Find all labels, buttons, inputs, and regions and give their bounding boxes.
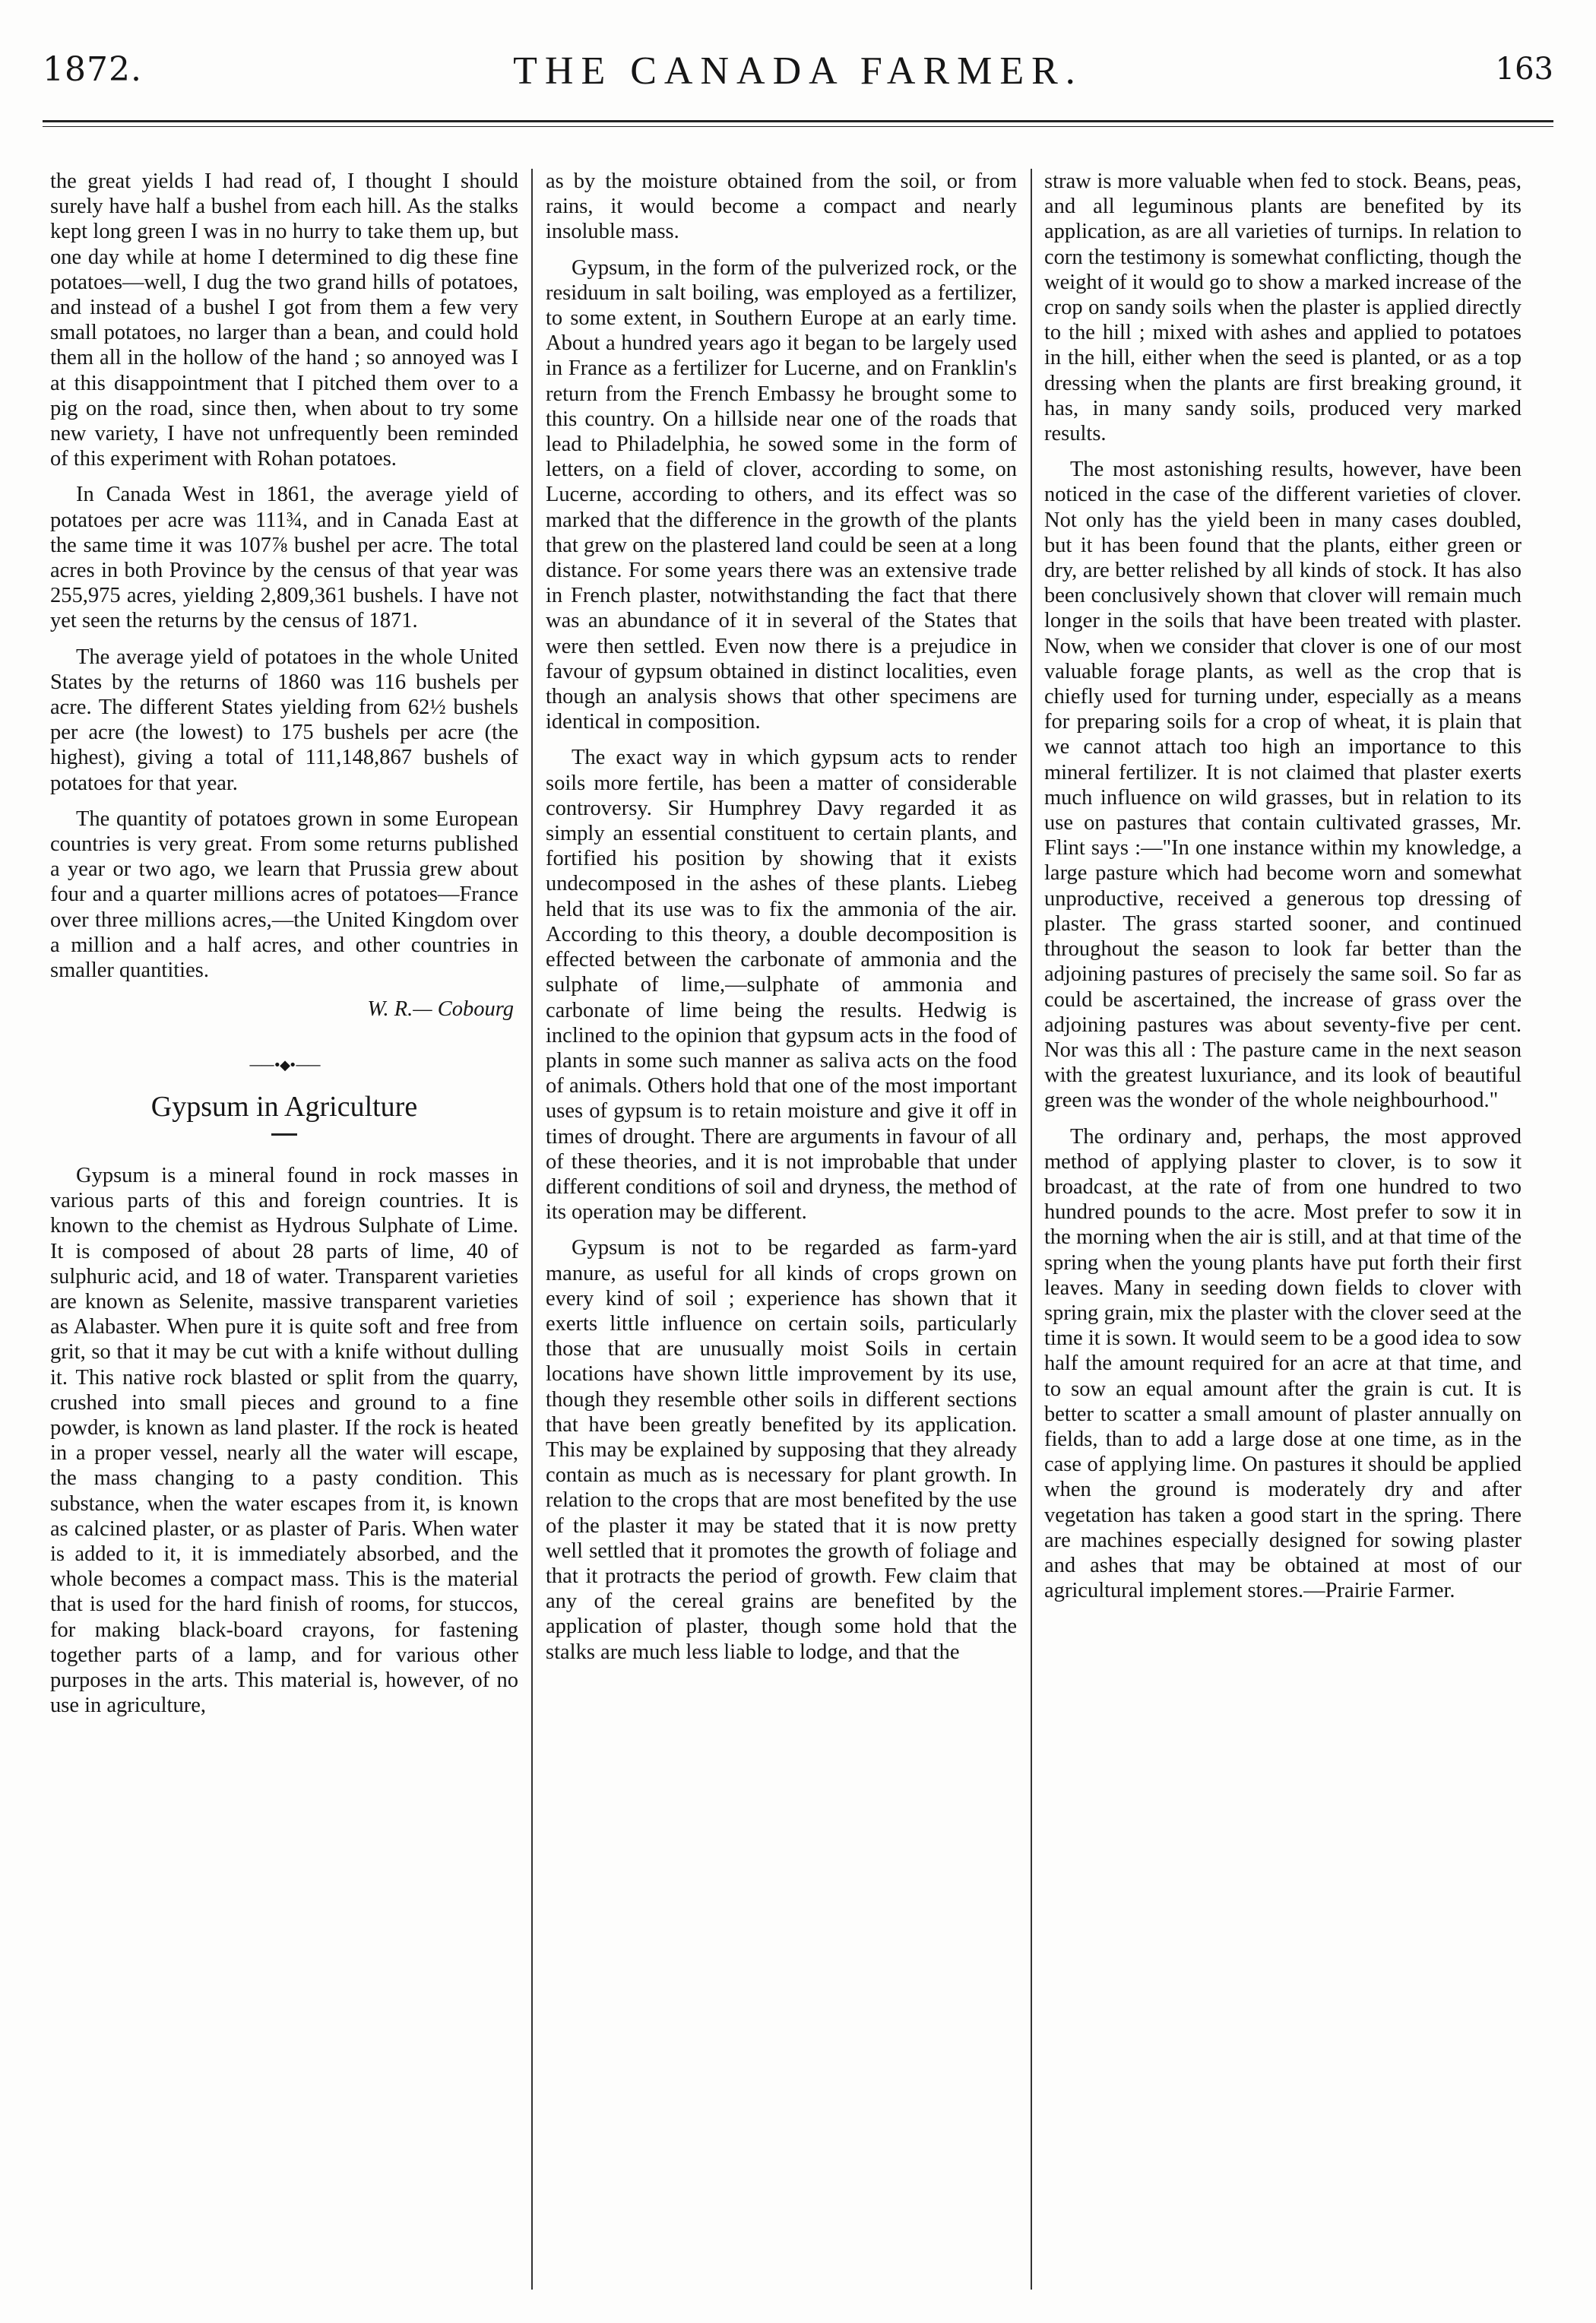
paragraph: In Canada West in 1861, the average yield of potatoes per acre was 111¾, and in Canada East at the same time it was 107⅞ bushel per acre. The total acres in both Province by the census of that year was 255,975 acres, yielding 2,809,361 bushels. I have not yet seen the returns by the census of 1871. [50,483,518,633]
column-2 [546,169,1017,1675]
paragraph: The exact way in which gypsum acts to render soils more fertile, has been a matter of considerable controversy. Sir Humphrey Davy regarded it as simply an essential constituent to certain plants, and fortified his position by showing that it exists undecomposed in the ashes of these plants. Liebeg held that its use was to fix the ammonia of the air. According to this theory, a double decomposition is effected between the carbonate of ammonia and the sulphate of lime,—sulphate of ammonia and carbonate of lime being the results. Hedwig is inclined to the opinion that gypsum acts in the food of plants in some such manner as saliva acts on the food of animals. Others hold that one of the most important uses of gypsum is to retain moisture and give it off in times of drought. There are arguments in favour of all of these theories, and it is not improbable that under different conditions of soil and dryness, the method of its operation may be different. [546,746,1017,1225]
paragraph: Gypsum is not to be regarded as farm-yard manure, as useful for all kinds of crops grown on every kind of soil ; experience has shown that it exerts little influence on certain soils, particularly those that are unusually moist Soils in certain locations have shown little improvement by its use, though they resemble other soils in different sections that have been greatly benefited by its application. This may be explained by supposing that they already contain as much as is necessary for plant growth. In relation to the crops that are most benefited by the use of the plaster it may be stated that it is now pretty well settled that it promotes the growth of foliage and that it protracts the period of growth. Few claim that any of the cereal grains are benefited by the application of plaster, though some hold that the stalks are much less liable to lodge, and that the [546,1236,1017,1664]
paragraph: The average yield of potatoes in the whole United States by the returns of 1860 was 116 bushels per acre. The different States yielding from 62½ bushels per acre (the lowest) to 175 bushels per acre (the highest), giving a total of 111,148,867 bushels of potatoes for that year. [50,645,518,795]
paragraph: The ordinary and, perhaps, the most approved method of applying plaster to clover, is to sow it broadcast, at the rate of from one hundred to two hundred pounds to the acre. Most prefer to sow it in the morning when the air is still, and at that time of the spring when the young plants have put forth their first leaves. Many in seeding down fields to clover with spring grain, mix the plaster with the clover seed at the time it is sown. It would seem to be a good idea to sow half the amount required for an acre at that time, and to sow an equal amount after the grain is cut. It is better to scatter a small amount of plaster annually on fields, than to add a large dose at one time, as in the case of applying lime. On pastures it should be applied when the ground is moderately dry and after vegetation has taken a good start in the spring. There are machines especially designed for sowing plaster and ashes that may be obtained at most of our agricultural implement stores.—Prairie Farmer. [1044,1124,1522,1603]
header-title: THE CANADA FARMER. [513,49,1083,93]
paragraph: The most astonishing results, however, have been noticed in the case of the different varieties of clover. Not only has the yield been in many cases doubled, but it has been found that the plants, either green or dry, are better relished by all kinds of stock. It has also been conclusively shown that clover will remain much longer in the soils that have been treated with plaster. Now, when we consider that clover is one of our most valuable forage plants, as well as the crop that is chiefly used for turning under, especially as a means for preparing soils for a crop of wheat, it is plain that we cannot attach too high an importance to this mineral fertilizer. It is not claimed that plaster exerts much influence on wild grasses, but in relation to its use on pastures that contain cultivated grasses, Mr. Flint says :—"In one instance within my knowledge, a large pasture which had become worn and somewhat unproductive, received a generous top dressing of plaster. The grass started sooner, and continued throughout the season to look far better than the adjoining pastures of precisely the same soil. So far as could be ascertained, the increase of grass over the adjoining pastures was about seventy-five per cent. Nor was this all : The pasture came in the next season with the greatest luxuriance, and its look of beautiful green was the wonder of the whole neighbourhood." [1044,458,1522,1113]
paragraph: straw is more valuable when fed to stock. Beans, peas, and all leguminous plants are benefited by its application, as are all varieties of turnips. In relation to corn the testimony is somewhat conflicting, though the weight of it would go to show a marked increase of the crop on sandy soils when the plaster is applied directly to the hill ; mixed with ashes and applied to potatoes in the hill, either when the seed is planted, or as a top dressing when the plants are first breaking ground, it has, in many sandy soils, produced very marked results. [1044,170,1522,446]
header-page-number: 163 [1495,52,1553,87]
page-header [43,46,1553,114]
title-dash [271,1133,297,1136]
section-title: Gypsum in Agriculture [150,1090,418,1123]
column-1 [50,169,518,1729]
paragraph: Gypsum, in the form of the pulverized rock, or the residuum in salt boiling, was employed as a fertilizer, to some extent, in Southern Europe at an early time. About a hundred years ago it began to be largely used in France as a fertilizer for Lucerne, and on Franklin's return from the French Embassy he brought some to this country. On a hillside near one of the roads that lead to Philadelphia, he sowed some in the form of letters, on a field of clover, according to some, on Lucerne, according to others, and its effect was so marked that the difference in the growth of the plants that grew on the plastered land could be seen at a long distance. For some years there was an extensive trade in French plaster, notwithstanding the fact that there was an abundance of it in several of the States that were then settled. Even now there is a prejudice in favour of gypsum obtained in distinct localities, even though an analysis shows that other specimens are identical in composition. [546,255,1017,734]
column-3 [1044,169,1522,1614]
paragraph: as by the moisture obtained from the soil, or from rains, it would become a compact and nearly insoluble mass. [546,170,1017,244]
header-rule-thin [43,126,1553,127]
header-rule [43,120,1553,122]
paragraph: the great yields I had read of, I thought I should surely have half a bushel from each hill. As the stalks kept long green I was in no hurry to take them up, but one day while at home I determined to dig these fine potatoes—well, I dug the two grand hills of potatoes, and instead of a bushel I got from them a few very small potatoes, no larger than a bean, and could hold them all in the hollow of the hand ; so annoyed was I at this disappointment that I pitched them over to a pig on the road, since then, when about to try some new variety, I have not unfrequently been reminded of this experiment with Rohan potatoes. [50,170,518,471]
column-divider-left [531,169,533,2290]
column-divider-right [1031,169,1032,2290]
paragraph: Gypsum is a mineral found in rock masses in various parts of this and foreign countries. It is known to the chemist as Hydrous Sulphate of Lime. It is composed of about 28 parts of lime, 40 of sulphuric acid, and 18 of water. Transparent varieties are known as Selenite, massive transparent varieties as Alabaster. When pure it is quite soft and free from grit, so that it may be cut with a knife without dulling it. This native rock blasted or split from the quarry, crushed into small pieces and ground to a fine powder, is known as land plaster. If the rock is heated in a proper vessel, nearly all the water will escape, the mass changing to a pasty condition. This substance, when the water escapes from it, is known as calcined plaster, or as plaster of Paris. When water is added to it, it is immediately absorbed, and the whole becomes a compact mass. This is the material that is used for the hard finish of rooms, for stuccos, for making black-board crayons, for fastening together parts of a lamp, and for various other purposes in the arts. This material is, however, of no use in agriculture, [50,1163,518,1718]
section-ornament: ——•◆•—— [249,1057,320,1073]
header-year: 1872. [43,50,142,89]
paragraph: The quantity of potatoes grown in some European countries is very great. From some returns published a year or two ago, we learn that Prussia grew about four and a quarter millions acres of potatoes—France over three millions acres,—the United Kingdom over a million and a half acres, and other countries in smaller quantities. [50,807,518,983]
article-signature: W. R.— Cobourg [367,997,514,1022]
